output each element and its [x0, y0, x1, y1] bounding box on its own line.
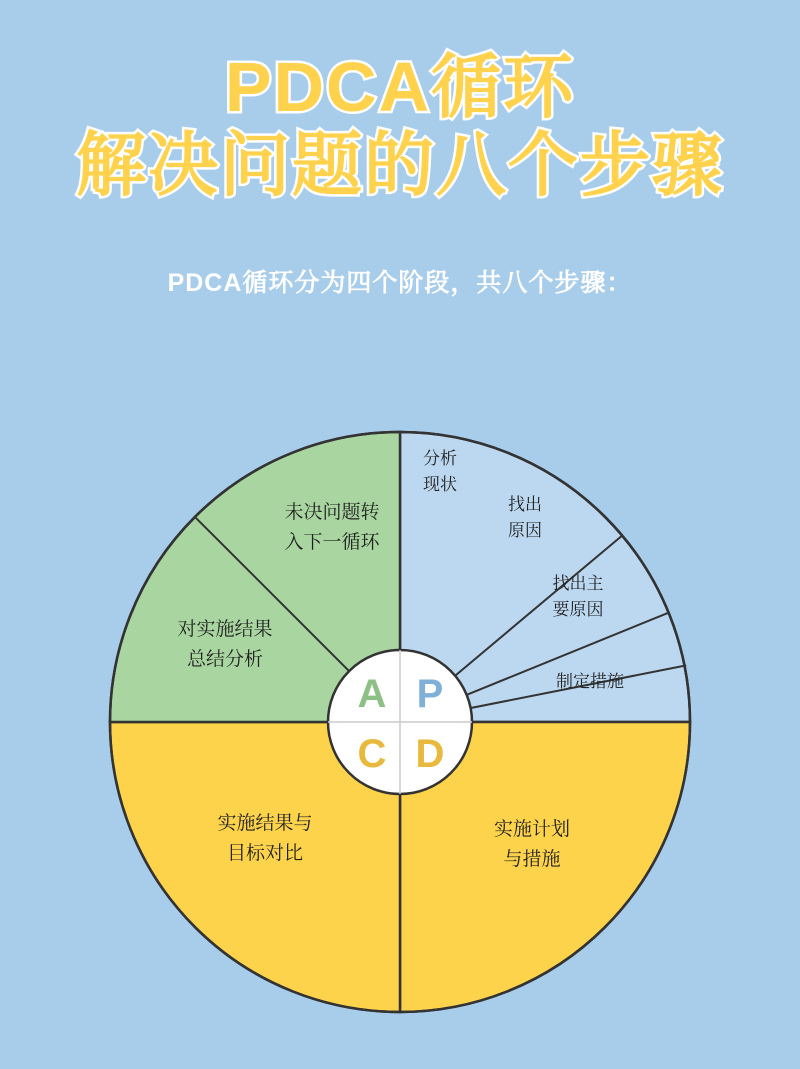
center-letter-c: C [357, 732, 387, 776]
step-2-line-1: 找出 [508, 495, 542, 514]
subtitle: PDCA循环分为四个阶段，共八个步骤： [167, 268, 633, 297]
step-6-line-2: 目标对比 [226, 843, 304, 864]
step-7-line-2: 总结分析 [186, 649, 264, 670]
step-5-line-1: 实施计划 [493, 819, 571, 840]
step-7-line-1: 对实施结果 [177, 619, 273, 640]
step-1-line-1: 分析 [423, 449, 457, 468]
step-5-line-2: 与措施 [503, 849, 561, 870]
center-letter-p: P [416, 672, 444, 716]
step-8-line-1: 未决问题转 [284, 502, 380, 523]
step-3-line-1: 找出主 [552, 574, 604, 593]
title-line-1: PDCA循环 [224, 48, 576, 126]
title-block [0, 0, 800, 205]
center-letter-a: A [357, 672, 387, 716]
center-letter-d: D [415, 732, 445, 776]
step-3-line-2: 要原因 [552, 600, 604, 619]
step-1-line-2: 现状 [423, 475, 457, 494]
step-2-line-2: 原因 [508, 521, 542, 540]
pdca-wheel-svg [70, 392, 730, 1052]
title-line-2: 解决问题的八个步骤 [76, 126, 724, 205]
pdca-wheel [0, 392, 800, 1052]
step-4-line-1: 制定措施 [556, 672, 624, 691]
step-6-line-1: 实施结果与 [217, 813, 313, 834]
step-8-line-2: 入下一循环 [284, 532, 380, 553]
